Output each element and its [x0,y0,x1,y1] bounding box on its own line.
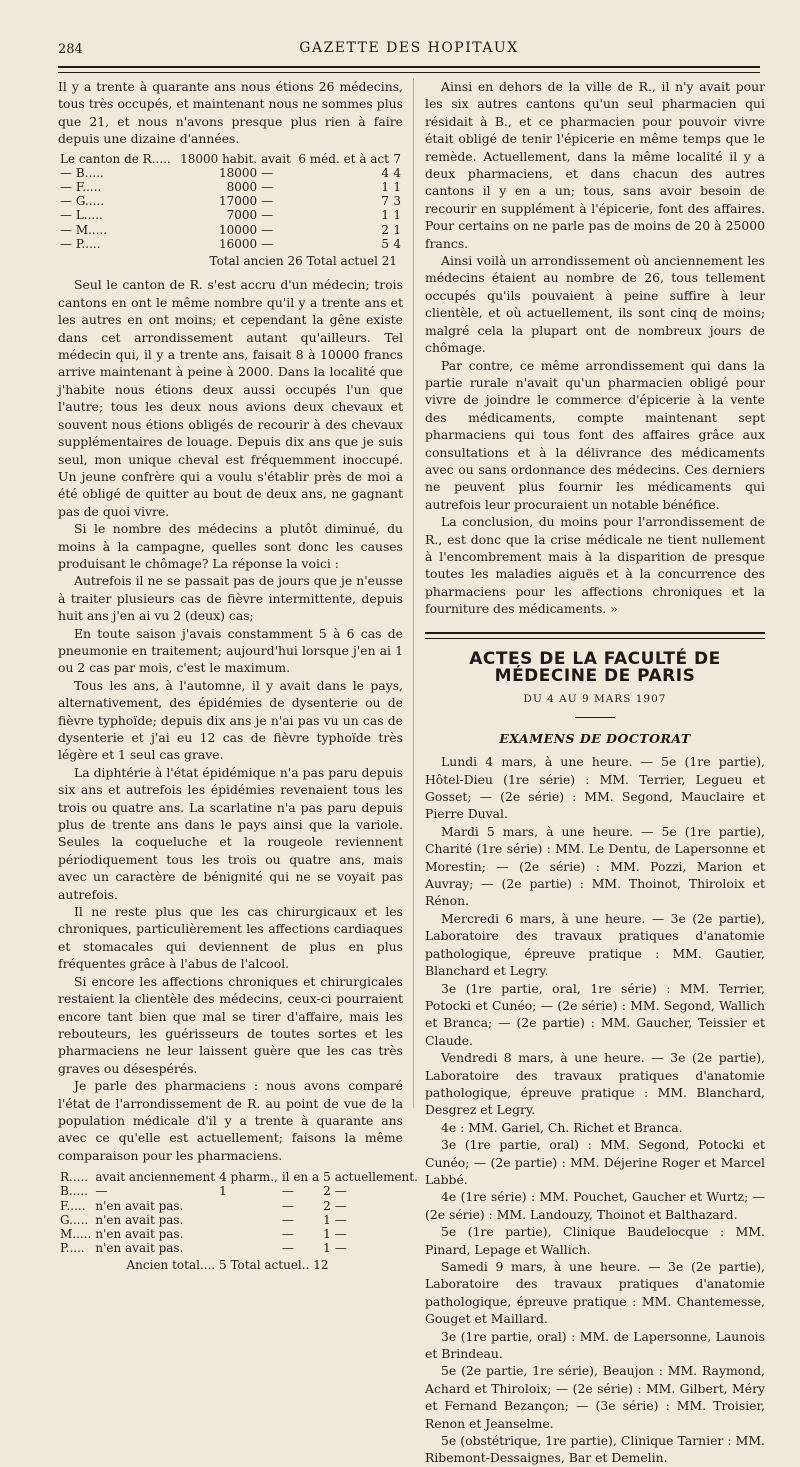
running-title: GAZETTE DES HOPITAUX [299,40,519,56]
pharmacists-table-cell: 2 [323,1184,331,1199]
exam-entry: 3e (1re partie, oral) : MM. Segond, Potocki et Cunéo; — (2e partie) : MM. Déjerine Roger et Marcel Labbé. [425,1137,765,1187]
pharmacists-table-cell: — [334,1212,347,1227]
pharmacists-table-row [58,1184,420,1198]
exam-entry: 3e (1re partie, oral, 1re série) : MM. Terrier, Potocki et Cunéo; — (2e série) : MM. Segond, Wallich et Branca; — (2e partie) : MM. Gaucher, Teissier et Claude. [425,980,765,1048]
pharmacists-table-row [58,1213,420,1227]
section-rule [425,632,765,639]
pharmacists-table-cell: R..... [60,1170,89,1185]
pharmacists-table-row [58,1241,420,1255]
doctors-table-cell: 4 [381,165,389,180]
pharmacists-table-cell: P..... [60,1241,85,1256]
pharmacists-table-cell: n'en avait pas. [95,1212,184,1227]
pharmacists-table-cell: — [281,1226,294,1241]
page-number: 284 [58,42,83,57]
short-rule [575,717,615,718]
left-column [58,78,418,1281]
pharmacists-table-cell: il en a [281,1170,320,1185]
page-header [58,38,760,60]
pharmacists-table-cell: n'en avait pas. [95,1198,184,1213]
doctors-table-cell: 1 [393,180,401,195]
acts-date: DU 4 AU 9 MARS 1907 [523,693,667,706]
doctors-table-cell: — B..... [60,165,104,180]
exam-entry: 3e (1re partie, oral) : MM. de Lapersonne, Launois et Brindeau. [425,1328,765,1362]
doctors-table-cell: — G..... [60,194,105,209]
pharmacists-table-cell: — [281,1198,294,1213]
doctors-table-cell: — [261,208,274,223]
doctors-table-row [58,166,403,180]
exam-entry: 4e : MM. Gariel, Ch. Richet et Branca. [441,1119,683,1135]
doctors-table-cell: 1 [393,222,401,237]
exam-entry: Mercredi 6 mars, à une heure. — 3e (2e partie), Laboratoire des travaux pratiques d'anatomie pathologique, épreuve pratique : MM. Gautier, Blanchard et Legry. [425,910,765,979]
pharmacists-table-cell [217,1241,280,1255]
doctors-table-cell: 1 [393,208,401,223]
doctors-table-cell: 7000 [226,208,258,223]
doctors-table-cell: 1 [381,180,389,195]
article-paragraph: Autrefois il ne se passait pas de jours que je n'eusse à traiter plusieurs cas de fièvre intermittente, depuis huit ans j'en ai vu 2 (deux) cas; [58,573,403,624]
doctors-table-row [58,194,403,208]
pharmacists-table-cell: — [334,1198,347,1213]
doctors-table-cell: 3 [393,194,401,209]
article-paragraph: Ainsi en dehors de la ville de R., il n'y avait pour les six autres cantons qu'un seul pharmacien qui résidait à B., et ce pharmacien pour pouvoir vivre était obligé de tenir l'épicerie en même temps que le remède. Actuellement, dans la même localité il y a deux pharmaciens, et dans chacun des autres cantons il y en a un; tous, sans avoir besoin de recourir en supplément à l'épicerie, font des affaires. Pour certains on ne parle pas de moins de 20 à 25000 francs. [425,79,765,251]
doctors-table [58,152,403,251]
doctors-table-cell: 7 [393,151,401,166]
pharmacists-table-cell [217,1227,280,1241]
article-paragraph: Je parle des pharmaciens : nous avons comparé l'état de l'arrondissement de R. au point de vue de la population médicale d'il y a trente à quarante ans avec ce qu'elle est actuellement; faisons la même comparaison pour les pharmaciens. [58,1078,403,1163]
doctors-table-row [58,152,403,166]
article-paragraph: En toute saison j'avais constamment 5 à 6 cas de pneumonie en traitement; aujourd'hui lorsque j'en ai 1 ou 2 cas par mois, c'est le maximum. [58,625,403,676]
doctors-table-cell: 18000 habit. [180,151,258,166]
doctors-table-cell: 5 [381,236,389,251]
exam-entry: Vendredi 8 mars, à une heure. — 3e (2e partie), Laboratoire des travaux pratiques d'anatomie pathologique, épreuve pratique : MM. Blanchard, Desgrez et Legry. [425,1050,765,1118]
doctors-table-cell: 16000 [218,236,258,251]
doctors-table-cell: — P..... [60,236,101,251]
pharmacists-table-cell [217,1213,280,1227]
pharmacists-table-row [58,1199,420,1213]
pharmacists-table-cell: — [334,1241,347,1256]
pharmacists-table-cell: 5 [323,1170,331,1185]
exam-entry: 5e (1re partie), Clinique Baudelocque : MM. Pinard, Lepage et Wallich. [425,1224,765,1257]
pharmacists-table-cell: n'en avait pas. [95,1226,184,1241]
article-paragraph: Ainsi voilà un arrondissement où anciennement les médecins étaient au nombre de 26, tous tellement occupés qu'ils pouvaient à peine suffire à leur clientèle, et où actuellement, ils sont cinq de moins; malgré cela la plupart ont de nombreux jours de chômage. [425,253,765,356]
pharmacists-table-cell: actuellement. [334,1170,418,1185]
doctors-table-row [58,180,403,194]
pharmacists-table-row [58,1170,420,1184]
pharmacists-table-row [58,1227,420,1241]
doctors-table-row [58,208,403,222]
pharmacists-table-cell: n'en avait pas. [95,1241,184,1256]
doctors-table-cell: 10000 [218,222,258,237]
doctors-table-cell: 1 [381,208,389,223]
pharmacists-table-cell: G..... [60,1212,89,1227]
pharmacists-table-cell: 1 [219,1184,227,1199]
article-paragraph: Seul le canton de R. s'est accru d'un médecin; trois cantons en ont le même nombre qu'il y a trente ans et les autres en ont moins; et cependant la gêne existe dans cet arrondissement autant qu'ailleurs. Tel médecin qui, il y a trente ans, faisait 8 à 10000 francs arrive maintenant à peine à 2000. Dans la localité que j'habite nous étions deux aussi occupés l'un que l'autre; tous les deux nous avions deux chevaux et souvent nous étions obligés de recourir à des chevaux supplémentaires de louage. Depuis dix ans que je suis seul, mon unique cheval est fréquemment inoccupé. Un jeune confrère qui a voulu s'établir près de moi a été obligé de quitter au bout de deux ans, ne gagnant pas de quoi vivre. [58,277,403,519]
pharmacists-table-cell: B..... [60,1184,88,1199]
pharmacists-table-cell: — [281,1184,294,1199]
exam-entry: 4e (1re série) : MM. Pouchet, Gaucher et Wurtz; — (2e série) : MM. Landouzy, Thoinot et Balthazard. [425,1189,765,1222]
doctors-table-row [58,237,403,251]
pharmacists-table-cell: 1 [323,1241,331,1256]
pharmacists-table-cell: 4 pharm., [219,1170,278,1185]
pharmacists-table-cell: 2 [323,1198,331,1213]
pharmacists-table-cell: — [281,1212,294,1227]
acts-title: ACTES DE LA FACULTÉ DE MÉDECINE DE PARIS [469,648,721,686]
pharmacists-table-cell: 1 [323,1212,331,1227]
pharmacists-table-cell [217,1199,280,1213]
doctors-table-cell: 7 [381,194,389,209]
doctors-table-cell: Le canton de R..... [60,151,171,166]
right-column [425,78,765,1467]
exam-entry: Mardi 5 mars, à une heure. — 5e (1re partie), Charité (1re série) : MM. Le Dentu, de Lapersonne et Morestin; — (2e série) : MM. Pozzi, Marion et Auvray; — (2e partie) : MM. Thoinot, Thiroloix et Rénon. [425,823,765,909]
article-paragraph: Si le nombre des médecins a plutôt diminué, du moins à la campagne, quelles sont donc les causes produisant le chômage? La réponse la voici : [58,521,403,571]
pharmacists-total: Ancien total.... 5 Total actuel.. 12 [126,1258,329,1273]
pharmacists-table-cell: M..... [60,1226,92,1241]
doctors-table-cell: 17000 [218,194,258,209]
intro-paragraph: Il y a trente à quarante ans nous étions 26 médecins, tous très occupés, et maintenant nous ne sommes plus que 21, et nous n'avons presque plus rien à faire depuis une dizaine d'années. [58,79,403,147]
pharmacists-table [58,1170,420,1255]
article-paragraph: Si encore les affections chroniques et chirurgicales restaient la clientèle des médecins, ceux-ci pourraient encore tant bien que mal se tirer d'affaire, mais les rebouteurs, les guérisseurs de toutes sortes et les pharmaciens ne leur laissent guère que les cas très graves ou désespérés. [58,973,403,1076]
pharmacists-table-cell: F..... [60,1198,86,1213]
pharmacists-table-cell: — [334,1184,347,1199]
exam-entry: 5e (2e partie, 1re série), Beaujon : MM. Raymond, Achard et Thiroloix; — (2e série) : MM. Gilbert, Méry et Fernand Bezançon; — (3e série) : MM. Troisier, Renon et Jeanselme. [425,1363,765,1431]
article-paragraph: Il ne reste plus que les cas chirurgicaux et les chroniques, particulièrement les affections cardiaques et stomacales qui deviennent de plus en plus fréquentes grâce à l'abus de l'alcool. [58,904,403,972]
doctors-table-cell: 4 [393,236,401,251]
article-paragraph: La conclusion, du moins pour l'arrondissement de R., est donc que la crise médicale ne tient nullement à l'encombrement mais à la disparition de presque toutes les maladies aiguës et à la concurrence des pharmaciens pour les affections chroniques et la fourniture des médicaments. » [425,514,765,617]
article-paragraph: Par contre, ce même arrondissement qui dans la partie rurale n'avait qu'un pharmacien obligé pour vivre de joindre le commerce d'épicerie à la vente des médicaments, compte maintenant sept pharmaciens qui tous font des affaires grâce aux consultations et à la délivrance des médicaments avec ou sans ordonnance des médecins. Ces derniers ne peuvent plus fournir les médicaments qui autrefois leur procuraient un notable bénéfice. [425,357,765,512]
article-paragraph: La diphtérie à l'état épidémique n'a pas paru depuis six ans et autrefois les épidémies revenaient tous les trois ou quatre ans. La scarlatine n'a pas paru depuis plus de trente ans dans le pays ainsi que la variole. Seules la coqueluche et la rougeole reviennent périodiquement tous les trois ou quatre ans, mais avec un caractère de bénignité qui ne se voyait pas autrefois. [58,764,403,902]
doctors-table-cell: avait [261,151,291,166]
doctors-table-cell: — [261,194,274,209]
doctors-table-cell: — M..... [60,222,108,237]
doctors-table-cell: — [261,236,274,251]
pharmacists-table-cell: avait anciennement [95,1170,216,1185]
pharmacists-table-cell: — [95,1184,108,1199]
doctors-table-cell: 2 [381,222,389,237]
doctors-total: Total ancien 26 Total actuel 21 [209,254,397,269]
pharmacists-table-cell: 1 [323,1226,331,1241]
doctors-table-cell: — [261,180,274,195]
doctors-table-cell: — L..... [60,208,103,223]
header-rule [58,66,760,73]
exams-title: EXAMENS DE DOCTORAT [499,730,691,746]
doctors-table-cell: 8000 [226,180,258,195]
pharmacists-table-cell: — [281,1241,294,1256]
doctors-table-cell: — F..... [60,180,102,195]
exam-entry: 5e (obstétrique, 1re partie), Clinique Tarnier : MM. Ribemont-Dessaignes, Bar et Demelin. [425,1433,765,1466]
article-paragraph: Tous les ans, à l'automne, il y avait dans le pays, alternativement, des épidémies de dysenterie ou de fièvre typhoïde; depuis dix ans je n'ai pas vu un cas de dysenterie et j'ai eu 12 cas de fièvre typhoïde très légère et 1 seul cas grave. [58,677,403,763]
doctors-table-row [58,223,403,237]
doctors-table-cell: — [261,165,274,180]
exam-entry: Samedi 9 mars, à une heure. — 3e (2e partie), Laboratoire des travaux pratiques d'anatomie pathologique, épreuve pratique : MM. Chantemesse, Gouget et Maillard. [425,1259,765,1327]
doctors-table-cell: 6 méd. et à act [298,151,389,166]
exam-entry: Lundi 4 mars, à une heure. — 5e (1re partie), Hôtel-Dieu (1re série) : MM. Terrier, Legueu et Gosset; — (2e série) : MM. Segond, Mauclaire et Pierre Duval. [425,754,765,822]
pharmacists-table-cell: — [334,1226,347,1241]
doctors-table-cell: — [261,222,274,237]
doctors-table-cell: 4 [393,165,401,180]
doctors-table-cell: 18000 [218,165,258,180]
column-divider [413,78,414,1108]
